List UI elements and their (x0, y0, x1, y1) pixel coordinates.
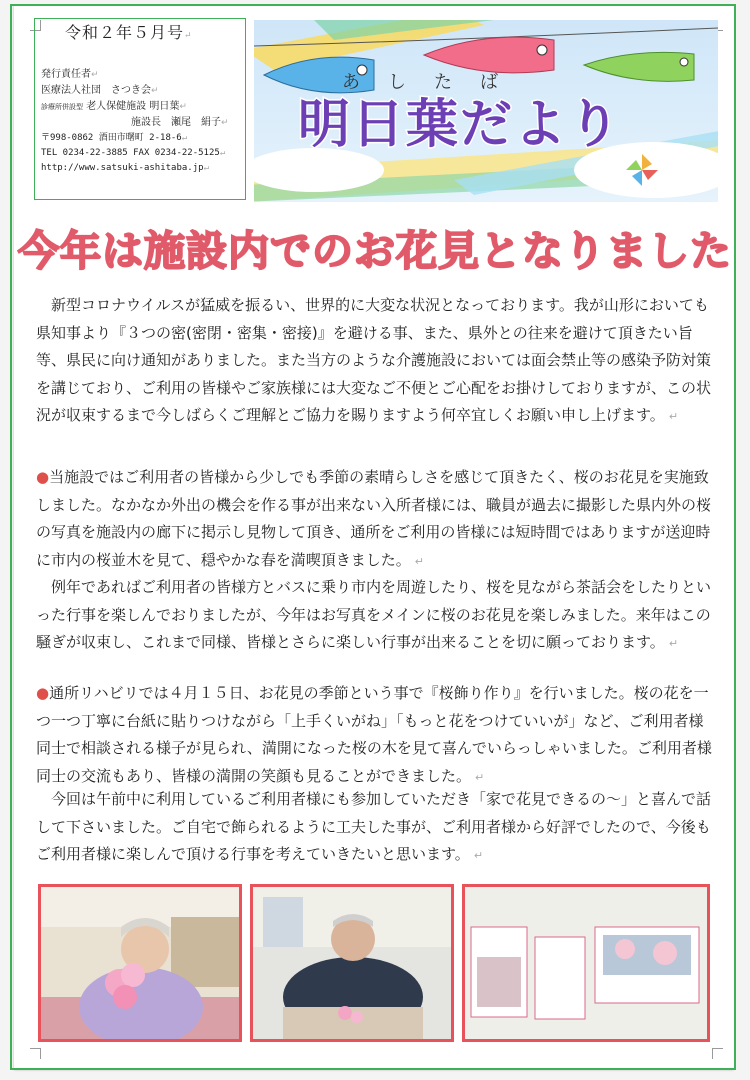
corner-mark (712, 1048, 723, 1059)
bullet-icon: ● (36, 684, 50, 702)
paragraph: 今回は午前中に利用しているご利用者様にも参加していただき「家で花見できるの～」と喜んで話して下さいました。ご自宅で飾られるように工夫した事が、ご利用者様から好評でしたので、今後もご利用者様に楽しんで頂ける行事を考えていきたいと思います。 ↵ (36, 790, 712, 863)
newsletter-title: 明日葉だより (298, 95, 623, 155)
phone-fax: TEL 0234-22-3885 FAX 0234-22-5125↵ (41, 148, 226, 158)
article-headline: 今年は施設内でのお花見となりました (18, 227, 732, 275)
paragraph: 例年であればご利用者の皆様方とバスに乗り市内を周遊したり、桜を見ながら茶話会をしたりといった行事を楽しんでおりましたが、今年はお写真をメインに桜のお花見を楽しみました。来年はこの騒ぎが収束し、これまで同様、皆様とさらに楽しい行事が出来ることを切に願っております。 ↵ (36, 578, 712, 651)
title-ruby: あしたば (342, 72, 526, 93)
publisher-line: 発行責任者↵ (41, 69, 99, 80)
publisher-line: 施設長 瀬尾 絹子↵ (131, 117, 229, 128)
website-url: http://www.satsuki-ashitaba.jp↵ (41, 163, 209, 173)
paragraph: ●通所リハビリでは４月１５日、お花見の季節という事で『桜飾り作り』を行いました。桜の花を一つ一つ丁寧に台紙に貼りつけながら「上手くいがね」「もっと花をつけていいが」など、ご利用者様同士で相談される様子が見られ、満開になった桜の木を見て喜んでいらっしゃいました。ご利用者様同士の交流もあり、皆様の満開の笑顔も見ることができました。 ↵ (36, 684, 712, 785)
bullet-icon: ● (36, 468, 50, 486)
newsletter-banner (254, 20, 718, 202)
article-body (36, 292, 718, 863)
publisher-info-box (34, 18, 246, 200)
publisher-line: 医療法人社団 さつき会↵ (41, 85, 159, 96)
photo-resident-making-craft (250, 884, 454, 1042)
photo-resident-with-flower (38, 884, 242, 1042)
photo-cherry-blossom-display (462, 884, 710, 1042)
publisher-line: 診療所併設型 老人保健施設 明日葉↵ (41, 101, 187, 112)
paragraph: ●当施設ではご利用者の皆様から少しでも季節の素晴らしさを感じて頂きたく、桜のお花見を実施致しました。なかなか外出の機会を作る事が出来ない入所者様には、職員が過去に撮影した県内外の桜の写真を施設内の廊下に掲示し見物して頂き、通所をご利用の皆様には短時間ではありますが送迎時に市内の桜並木を見て、穏やかな春を満喫頂きました。 ↵ (36, 468, 712, 569)
corner-mark (30, 1048, 41, 1059)
paragraph: 新型コロナウイルスが猛威を振るい、世界的に大変な状況となっております。我が山形においても県知事より『３つの密(密閉・密集・密接)』を避ける事、また、県外との往来を避けて頂きたい旨等、県民に向け通知がありました。また当方のような介護施設においては面会禁止等の感染予防対策を講じており、ご利用の皆様やご家族様には大変なご不便とご心配をお掛けしておりますが、この状況が収束するまで今しばらくご理解とご協力を賜りますよう何卒宜しくお願い申し上げます。 ↵ (36, 296, 712, 424)
address: 〒998-0862 酒田市曙町 2-18-6↵ (41, 133, 188, 143)
issue-date: 令和２年５月号↵ (65, 23, 193, 42)
